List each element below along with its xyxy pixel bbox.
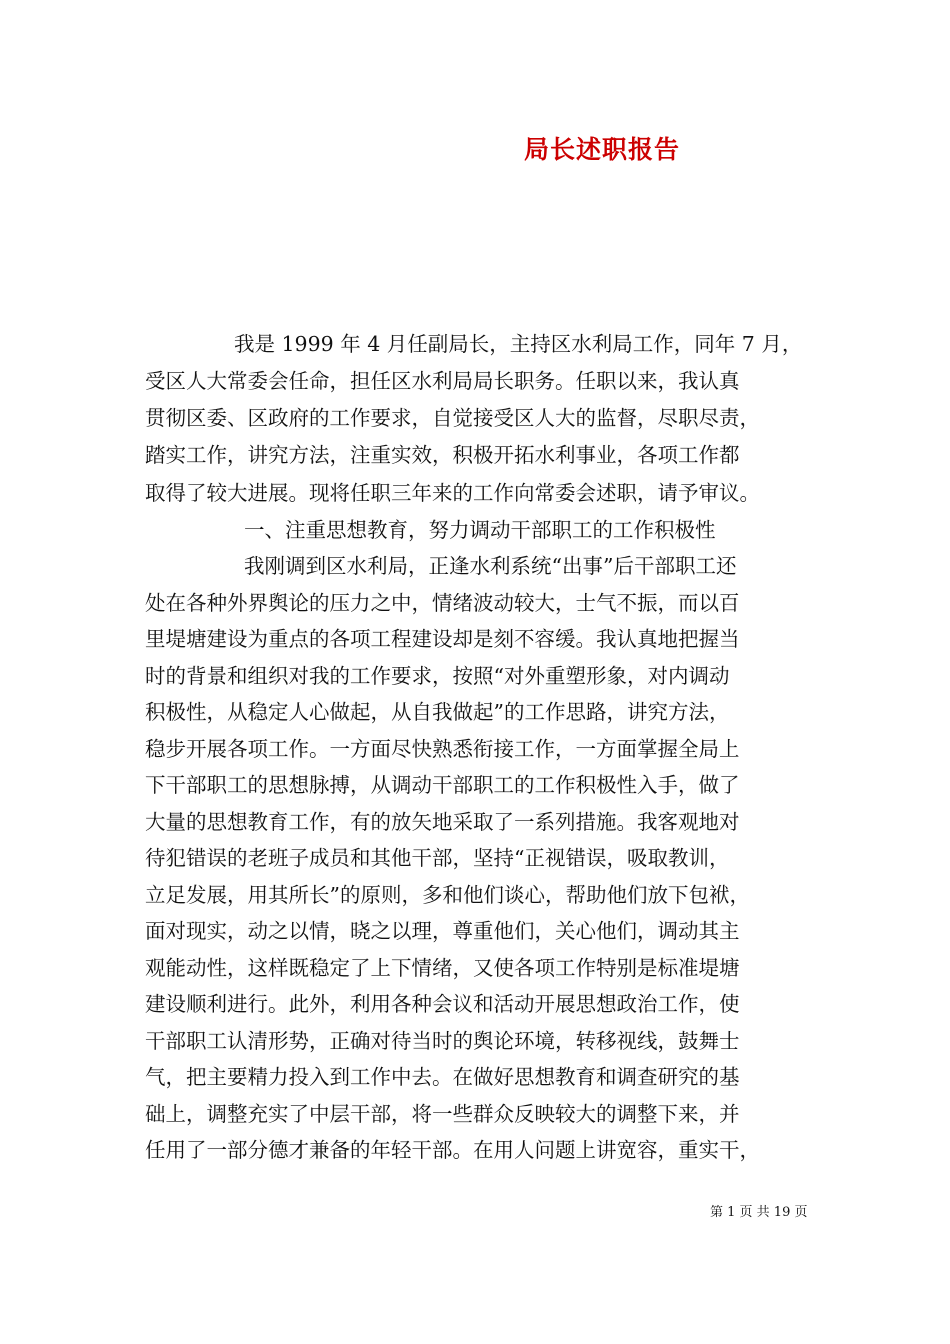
paragraph-line: 时的背景和组织对我的工作要求，按照“对外重塑形象，对内调动 bbox=[145, 664, 730, 688]
paragraph-line: 受区人大常委会任命，担任区水利局局长职务。任职以来，我认真 bbox=[145, 369, 740, 393]
paragraph-line: 础上，调整充实了中层干部，将一些群众反映较大的调整下来，并 bbox=[145, 1102, 740, 1126]
paragraph-line: 贯彻区委、区政府的工作要求，自觉接受区人大的监督，尽职尽责， bbox=[145, 406, 760, 430]
paragraph-line: 取得了较大进展。现将任职三年来的工作向常委会述职，请予审议。 bbox=[145, 481, 760, 505]
paragraph-line: 气，把主要精力投入到工作中去。在做好思想教育和调查研究的基 bbox=[145, 1065, 740, 1089]
paragraph-line: 处在各种外界舆论的压力之中，情绪波动较大，士气不振，而以百 bbox=[145, 591, 740, 615]
paragraph-line: 稳步开展各项工作。一方面尽快熟悉衔接工作，一方面掌握全局上 bbox=[145, 737, 740, 761]
paragraph-line: 下干部职工的思想脉搏，从调动干部职工的工作积极性入手，做了 bbox=[145, 773, 740, 797]
paragraph-line: 积极性，从稳定人心做起，从自我做起”的工作思路，讲究方法， bbox=[145, 700, 730, 724]
paragraph-line: 我刚调到区水利局，正逢水利系统“出事”后干部职工还 bbox=[244, 554, 737, 578]
paragraph-line: 观能动性，这样既稳定了上下情绪，又使各项工作特别是标准堤塘 bbox=[145, 956, 740, 980]
paragraph-line: 我是 1999 年 4 月任副局长，主持区水利局工作，同年 7 月， bbox=[234, 332, 803, 356]
page-number: 第 1 页 共 19 页 bbox=[710, 1205, 808, 1220]
section-heading: 一、注重思想教育，努力调动干部职工的工作积极性 bbox=[244, 518, 716, 542]
paragraph-line: 立足发展，用其所长”的原则，多和他们谈心，帮助他们放下包袱， bbox=[145, 883, 750, 907]
paragraph-line: 干部职工认清形势，正确对待当时的舆论环境，转移视线，鼓舞士 bbox=[145, 1029, 740, 1053]
paragraph-line: 待犯错误的老班子成员和其他干部，坚持“正视错误，吸取教训， bbox=[145, 846, 730, 870]
paragraph-line: 面对现实，动之以情，晓之以理，尊重他们，关心他们，调动其主 bbox=[145, 919, 740, 943]
document-title: 局长述职报告 bbox=[523, 135, 680, 164]
paragraph-line: 任用了一部分德才兼备的年轻干部。在用人问题上讲宽容，重实干， bbox=[145, 1138, 760, 1162]
paragraph-line: 踏实工作，讲究方法，注重实效，积极开拓水利事业，各项工作都 bbox=[145, 443, 740, 467]
paragraph-line: 建设顺利进行。此外，利用各种会议和活动开展思想政治工作，使 bbox=[145, 992, 740, 1016]
paragraph-line: 里堤塘建设为重点的各项工程建设却是刻不容缓。我认真地把握当 bbox=[145, 627, 740, 651]
paragraph-line: 大量的思想教育工作，有的放矢地采取了一系列措施。我客观地对 bbox=[145, 810, 740, 834]
